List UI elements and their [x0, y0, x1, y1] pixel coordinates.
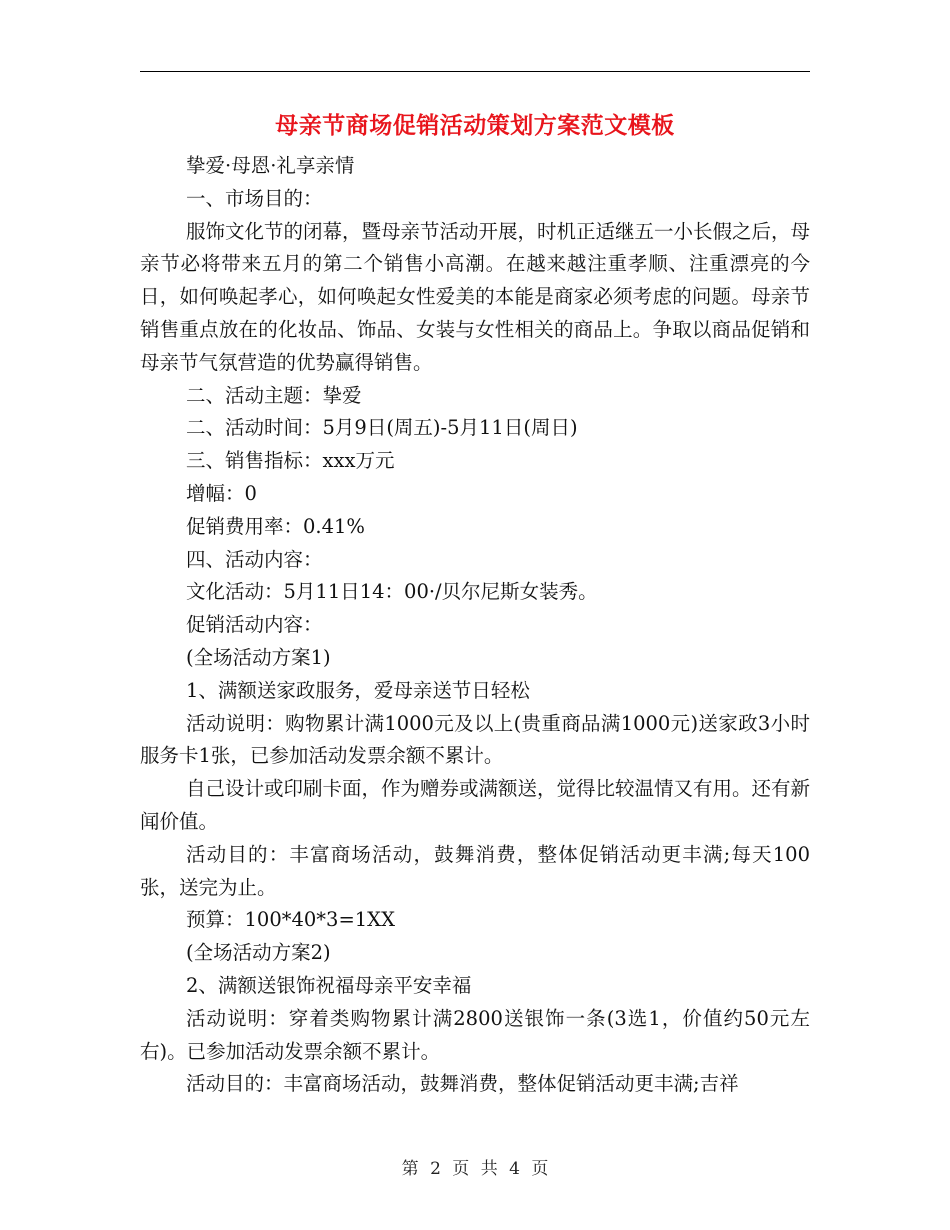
paragraph: 三、销售指标：xxx万元: [186, 449, 395, 473]
header-rule: [140, 71, 810, 72]
paragraph: 四、活动内容：: [186, 547, 323, 571]
paragraph: 活动说明：穿着类购物累计满2800送银饰一条(3选1，价值约50元左右)。已参加活动发票余额不累计。: [140, 1006, 810, 1063]
paragraph: 自己设计或印刷卡面，作为赠券或满额送，觉得比较温情又有用。还有新闻价值。: [140, 777, 811, 833]
paragraph: 预算：100*40*3=1XX: [186, 908, 395, 932]
document-title: 母亲节商场促销活动策划方案范文模板: [275, 112, 675, 139]
paragraph: 一、市场目的：: [186, 186, 323, 210]
paragraph: 二、活动主题：挚爱: [186, 383, 362, 407]
paragraph: (全场活动方案2): [186, 941, 331, 965]
paragraph: 挚爱·母恩·礼享亲情: [186, 154, 355, 177]
paragraph: 增幅：0: [186, 481, 257, 505]
paragraph: 促销活动内容：: [186, 613, 323, 637]
document-body: [140, 150, 810, 1101]
paragraph: (全场活动方案1): [186, 645, 331, 669]
paragraph: 二、活动时间：5月9日(周五)-5月11日(周日): [186, 416, 578, 440]
paragraph: 促销费用率：0.41%: [186, 514, 365, 538]
paragraph: 活动目的：丰富商场活动，鼓舞消费，整体促销活动更丰满;每天100张，送完为止。: [140, 842, 810, 899]
paragraph: 服饰文化节的闭幕，暨母亲节活动开展，时机正适继五一小长假之后，母亲节必将带来五月的第二个销售小高潮。在越来越注重孝顺、注重漂亮的今日，如何唤起孝心，如何唤起女性爱美的本能是商家必须考虑的问题。母亲节销售重点放在的化妆品、饰品、女装与女性相关的商品上。争取以商品促销和母亲节气氛营造的优势赢得销售。: [140, 219, 811, 374]
paragraph: 1、满额送家政服务，爱母亲送节日轻松: [186, 678, 530, 702]
paragraph: 活动目的：丰富商场活动，鼓舞消费，整体促销活动更丰满;吉祥: [186, 1072, 739, 1096]
paragraph: 2、满额送银饰祝福母亲平安幸福: [186, 973, 472, 997]
paragraph: 活动说明：购物累计满1000元及以上(贵重商品满1000元)送家政3小时服务卡1张，已参加活动发票余额不累计。: [140, 711, 810, 768]
page-number: 第 2 页 共 4 页: [401, 1159, 549, 1179]
paragraph: 文化活动：5月11日14：00·/贝尔尼斯女装秀。: [186, 580, 598, 604]
